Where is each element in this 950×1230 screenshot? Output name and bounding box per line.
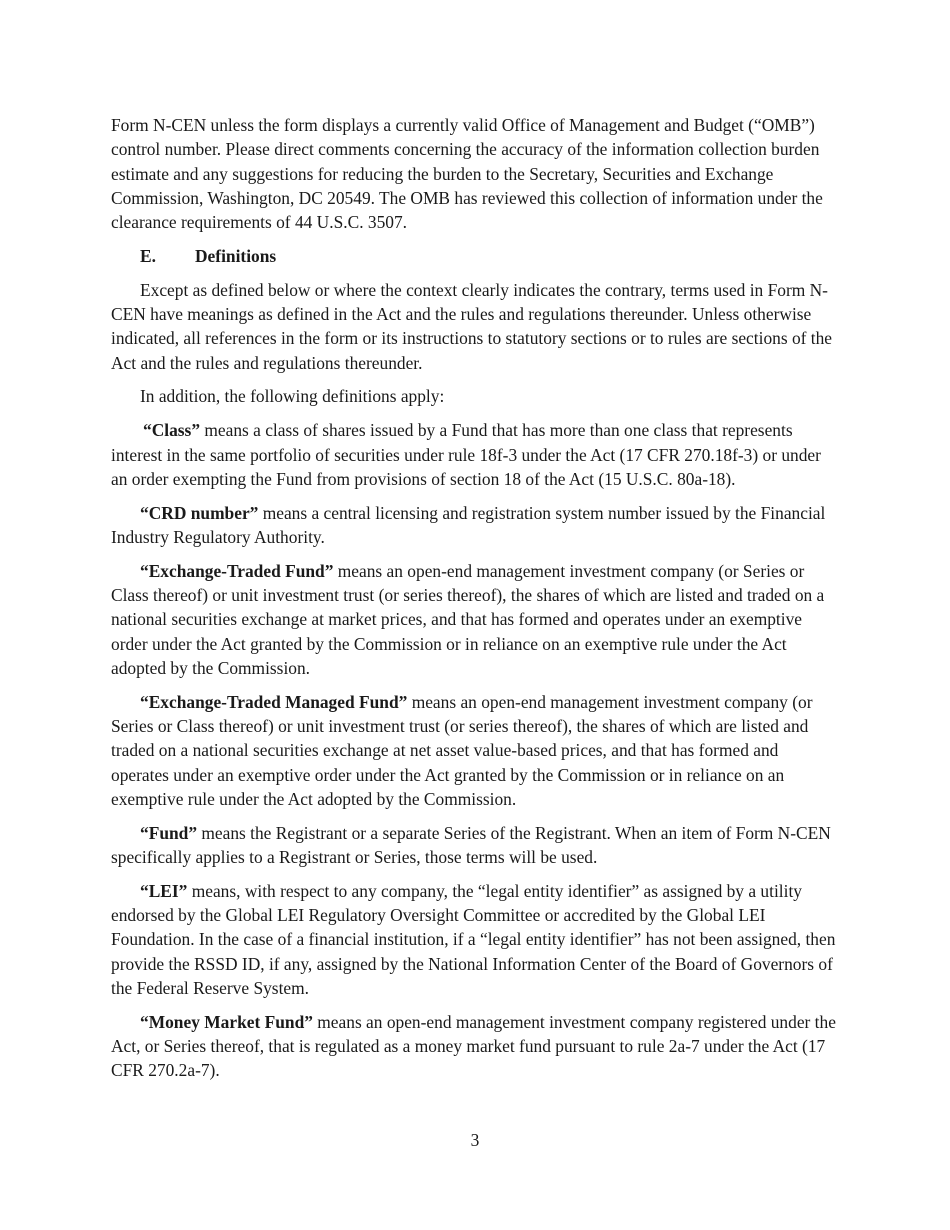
definition-text: means a class of shares issued by a Fund that has more than one class that represents interest in the same portfolio of securities under rule 18f-3 under the Act (17 CFR 270.18f-3) or under an order exempting the Fund from provisions of section 18 of the Act (15 U.S.C. 80a-18). bbox=[111, 420, 821, 489]
definition-exchange-traded-managed-fund bbox=[111, 690, 837, 811]
definition-text: means an open-end management investment company (or Series or Class thereof) or unit investment trust (or series thereof), the shares of which are listed and traded on a national securities exchange at market prices, and that has formed and operates under an exemptive order under the Act granted by the Commission or in reliance on an exemptive rule under the Act adopted by the Commission. bbox=[111, 560, 825, 678]
definition-text: means the Registrant or a separate Series of the Registrant. When an item of Form N-CEN specifically applies to a Registrant or Series, those terms will be used. bbox=[111, 822, 831, 868]
definition-text: means, with respect to any company, the “legal entity identifier” as assigned by a utility endorsed by the Global LEI Regulatory Oversight Committee or accredited by the Global LEI Foundation. In the case of a financial institution, if a “legal entity identifier” has not been assigned, then provide the RSSD ID, if any, assigned by the National Information Center of the Board of Governors of the Federal Reserve System. bbox=[111, 880, 836, 998]
page-number: 3 bbox=[470, 1130, 480, 1150]
definition-money-market-fund bbox=[111, 1010, 837, 1083]
definition-term: “LEI” bbox=[140, 880, 188, 901]
definition-term: “CRD number” bbox=[140, 502, 259, 523]
definition-term: “Fund” bbox=[140, 822, 198, 843]
context-paragraph: Except as defined below or where the context clearly indicates the contrary, terms used in Form N-CEN have meanings as defined in the Act and the rules and regulations thereunder. Unless otherwise indicated, all references in the form or its instructions to statutory sections or to rules are sections of the Act and the rules and regulations thereunder. bbox=[111, 279, 833, 373]
definition-exchange-traded-fund bbox=[111, 559, 837, 680]
addition-paragraph: In addition, the following definitions apply: bbox=[140, 386, 445, 407]
definition-class bbox=[111, 418, 837, 491]
definition-text: means an open-end management investment company registered under the Act, or Series thereof, that is regulated as a money market fund pursuant to rule 2a-7 under the Act (17 CFR 270.2a-7). bbox=[111, 1011, 836, 1081]
definition-term: “Exchange-Traded Fund” bbox=[140, 560, 334, 581]
definition-fund bbox=[111, 821, 837, 870]
definition-term: “Exchange-Traded Managed Fund” bbox=[140, 691, 408, 712]
definition-term: “Class” bbox=[143, 420, 201, 441]
document-page bbox=[111, 113, 837, 1092]
section-number: E. bbox=[140, 245, 156, 266]
definition-text: means an open-end management investment company (or Series or Class thereof) or unit investment trust (or series thereof), the shares of which are listed and traded on a national securities exchange at net asset value-based prices, and that has formed and operates under an exemptive order under the Act granted by the Commission or in reliance on an exemptive rule under the Act adopted by the Commission. bbox=[111, 691, 813, 809]
definition-crd-number bbox=[111, 501, 837, 550]
intro-paragraph: Form N-CEN unless the form displays a currently valid Office of Management and Budget (“OMB”) control number. Please direct comments concerning the accuracy of the information collection burden estimate and any suggestions for reducing the burden to the Secretary, Securities and Exchange Commission, Washington, DC 20549. The OMB has reviewed this collection of information under the clearance requirements of 44 U.S.C. 3507. bbox=[111, 115, 823, 233]
section-title: Definitions bbox=[195, 245, 277, 266]
definition-term: “Money Market Fund” bbox=[140, 1011, 313, 1032]
definition-text: means a central licensing and registration system number issued by the Financial Industry Regulatory Authority. bbox=[111, 502, 826, 547]
section-heading bbox=[140, 244, 837, 268]
definition-lei bbox=[111, 879, 837, 1000]
